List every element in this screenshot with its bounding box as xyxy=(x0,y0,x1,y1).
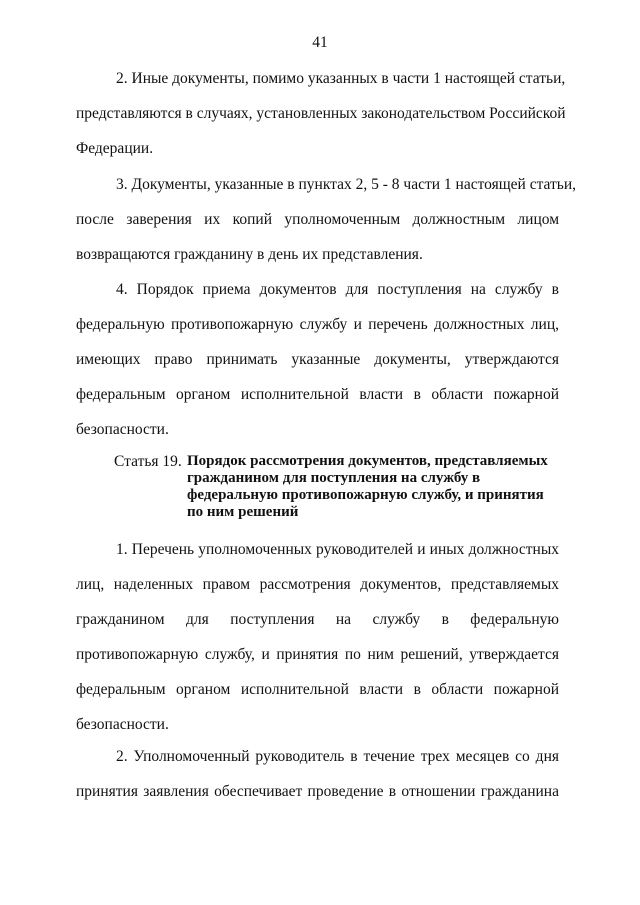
paragraph-line: 1. Перечень уполномоченных руководителей и иных должностных xyxy=(116,541,559,558)
paragraph-line: безопасности. xyxy=(76,421,169,438)
paragraph-acceptance-procedure xyxy=(76,281,559,456)
paragraph-line: безопасности. xyxy=(76,716,169,733)
paragraph-line: Федерации. xyxy=(76,140,154,157)
paragraph-line: федеральным органом исполнительной власти в области пожарной xyxy=(76,386,559,403)
paragraph-line: имеющих право принимать указанные документы, утверждаются xyxy=(76,351,559,368)
article-title-line: Порядок рассмотрения документов, представляемых xyxy=(187,453,548,469)
article-title-line: по ним решений xyxy=(187,504,299,520)
paragraph-line: после заверения их копий уполномоченным должностным лицом xyxy=(76,211,559,228)
article-title-line: федеральную противопожарную службу, и принятия xyxy=(187,487,544,503)
paragraph-line: противопожарную службу, и принятия по ним решений, утверждается xyxy=(76,646,559,663)
paragraph-documents-return xyxy=(76,176,577,281)
paragraph-line: федеральным органом исполнительной власти в области пожарной xyxy=(76,681,559,698)
paragraph-line: 2. Уполномоченный руководитель в течение трех месяцев со дня xyxy=(116,748,559,765)
paragraph-line: 3. Документы, указанные в пунктах 2, 5 - 8 части 1 настоящей статьи, xyxy=(116,176,577,193)
paragraph-line: лиц, наделенных правом рассмотрения документов, представляемых xyxy=(76,576,559,593)
paragraph-line: принятия заявления обеспечивает проведение в отношении гражданина xyxy=(76,783,559,800)
article-label: Статья 19. xyxy=(114,453,182,470)
paragraph-line: 4. Порядок приема документов для поступления на службу в xyxy=(116,281,559,298)
page-number: 41 xyxy=(312,34,328,51)
paragraph-review-period xyxy=(76,748,559,818)
paragraph-line: представляются в случаях, установленных законодательством Российской xyxy=(76,105,566,122)
article-title-line: гражданином для поступления на службу в xyxy=(187,470,481,486)
paragraph-line: федеральную противопожарную службу и перечень должностных лиц, xyxy=(76,316,559,333)
article-title xyxy=(187,453,548,521)
paragraph-line: 2. Иные документы, помимо указанных в части 1 настоящей статьи, xyxy=(116,70,566,87)
paragraph-line: гражданином для поступления на службу в федеральную xyxy=(76,611,559,628)
paragraph-other-documents xyxy=(76,70,566,175)
paragraph-authorized-officials xyxy=(76,541,559,751)
paragraph-line: возвращаются гражданину в день их представления. xyxy=(76,246,423,263)
